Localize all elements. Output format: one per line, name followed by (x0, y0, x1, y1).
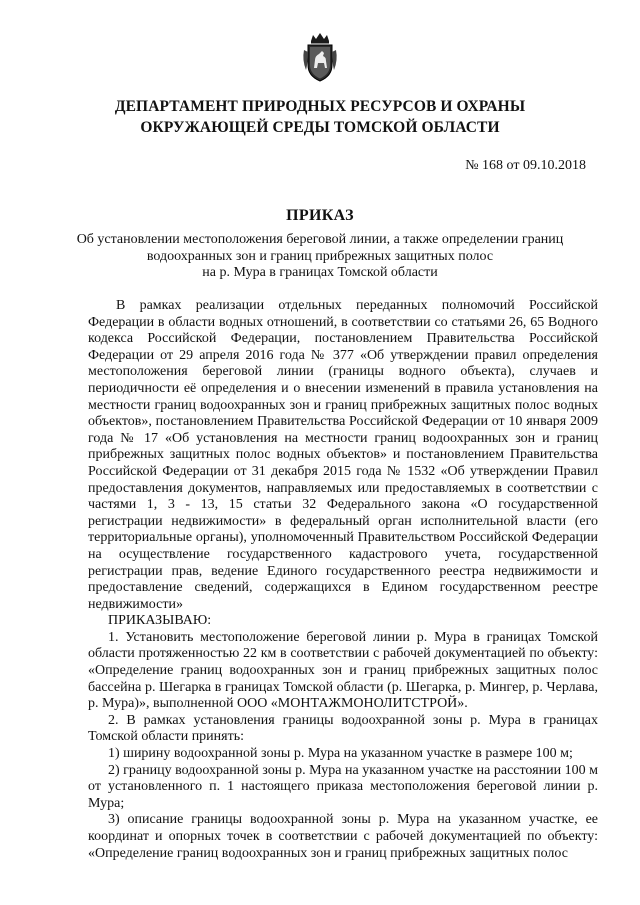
header-line-1: ДЕПАРТАМЕНТ ПРИРОДНЫХ РЕСУРСОВ И ОХРАНЫ (114, 98, 526, 115)
department-header (60, 96, 580, 138)
item-2-2-paragraph: 2) границу водоохранной зоны р. Мура на указанном участке на расстоянии 100 м от установленного п. 1 настоящего приказа местоположения береговой линии р. Мура; (88, 762, 598, 811)
subject-line-3: на р. Мура в границах Томской области (202, 265, 438, 280)
subject-line-2: водоохранных зон и границ прибрежных защитных полос (146, 248, 494, 264)
item-1-paragraph: 1. Установить местоположение береговой линии р. Мура в границах Томской области протяженностью 22 км в соответствии с рабочей документацией по объекту: «Определение границ водоохранных зон и границ прибрежных защитных полос бассейна р. Шегарка в границах Томской области (р. Шегарка, р. Мингер, р. Черлава, р. Мура)», выполненной ООО «МОНТАЖМОНОЛИТСТРОЙ». (88, 629, 598, 712)
command-word: ПРИКАЗЫВАЮ: (108, 613, 212, 629)
subject-line-1: Об установлении местоположения береговой линии, а также определении границ (76, 232, 564, 247)
item-2-paragraph: 2. В рамках установления границы водоохранной зоны р. Мура в границах Томской области принять: (88, 712, 598, 745)
tomsk-coat-of-arms-icon (300, 32, 340, 82)
document-title: ПРИКАЗ (286, 207, 354, 224)
document-body (88, 298, 598, 862)
document-subject (70, 232, 570, 282)
header-line-2: ОКРУЖАЮЩЕЙ СРЕДЫ ТОМСКОЙ ОБЛАСТИ (140, 119, 500, 136)
item-2-3-paragraph: 3) описание границы водоохранной зоны р. Мура на указанном участке, ее координат и опорных точек в соответствии с рабочей документацией по объекту: «Определение границ водоохранных зон и границ прибрежных защитных полос (88, 812, 598, 861)
document-number: № 168 от 09.10.2018 (465, 158, 586, 173)
item-2-1-paragraph: 1) ширину водоохранной зоны р. Мура на указанном участке в размере 100 м; (108, 746, 573, 762)
preamble-paragraph: В рамках реализации отдельных переданных полномочий Российской Федерации в области водных отношений, в соответствии со статьями 26, 65 Водного кодекса Российской Федерации, постановлением Правительства Российской Федерации от 29 апреля 2016 года № 377 «Об утверждении правил определения местоположения береговой линии (границы водного объекта), случаев и периодичности её определения и о внесении изменений в правила установления на местности границ водоохранных зон и границ прибрежных защитных полос водных объектов», постановлением Правительства Российской Федерации от 10 января 2009 года № 17 «Об установления на местности границ водоохранных зон и границ прибрежных защитных полос водных объектов» и постановлением Правительства Российской Федерации от 31 декабря 2015 года № 1532 «Об утверждении Правил предоставления документов, направляемых или предоставляемых в соответствии с частями 1, 3 - 13, 15 статьи 32 Федерального закона «О государственной регистрации недвижимости» в федеральный орган исполнительной власти (его территориальные органы), уполномоченный Правительством Российской Федерации на осуществление государственного кадастрового учета, государственной регистрации прав, ведение Единого государственного реестра недвижимости и предоставление сведений, содержащихся в Едином государственном реестре недвижимости» (88, 298, 598, 612)
